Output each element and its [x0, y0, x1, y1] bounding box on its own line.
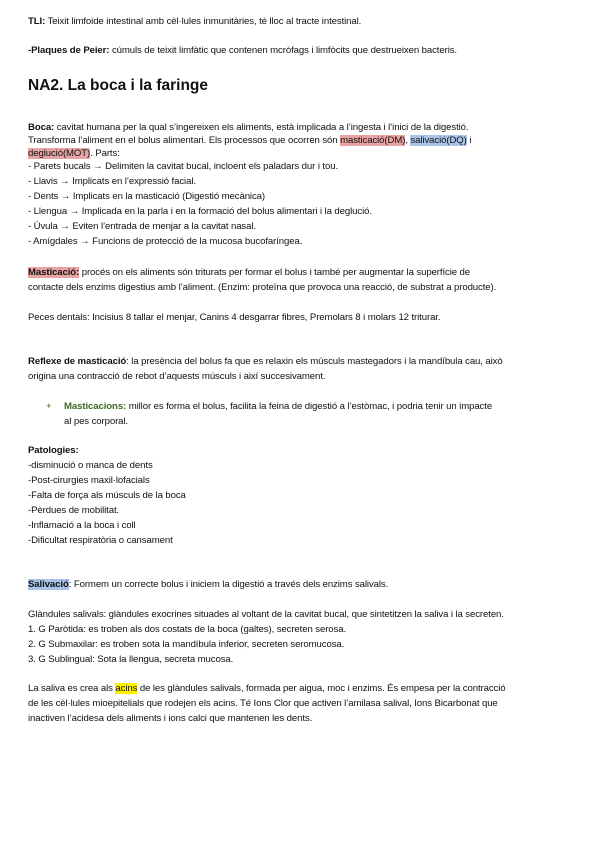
- salivacio-highlight: salivació(DQ): [410, 135, 467, 146]
- tli-text: Teixit limfoide intestinal amb cèl·lules inmunitàries, té lloc al tracte intestinal.: [45, 16, 362, 27]
- salivacio-paragraph: [28, 579, 388, 591]
- reflexe-term: Reflexe de masticació: [28, 356, 127, 367]
- section-title: NA2. La boca i la faringe: [28, 77, 209, 94]
- patologia-item: -Pèrdues de mobilitat.: [28, 505, 120, 516]
- boca-part: - Amígdales → Funcions de protecció de la mucosa bucofaríngea.: [28, 236, 303, 247]
- boca-part: - Parets bucals → Delimiten la cavitat bucal, incloent els paladars dur i tou.: [28, 161, 339, 172]
- masticacio-term: Masticació:: [28, 267, 80, 278]
- masticacions-line-2: al pes corporal.: [64, 416, 128, 427]
- plus-bullet: +: [46, 401, 52, 412]
- tli-term: TLI:: [28, 16, 46, 27]
- saliva-text-1a: La saliva es crea als: [28, 683, 116, 694]
- masticacio-text-1: procés on els aliments són triturats per formar el bolus i també per augmentar la superfície de: [79, 267, 471, 278]
- acins-highlight: acins: [115, 683, 138, 694]
- patologia-item: -Inflamació a la boca i coll: [28, 520, 136, 531]
- peces-dentals: Peces dentals: Incisius 8 tallar el menjar, Canins 4 desgarrar fibres, Premolars 8 i molars 12 triturar.: [28, 312, 441, 323]
- reflexe-text-1: : la presència del bolus fa que es relaxin els músculs mastegadors i la mandíbula cau, això: [126, 356, 503, 367]
- masticacio-highlight: masticació(DM): [340, 135, 406, 146]
- patologia-item: -Dificultat respiratòria o cansament: [28, 535, 173, 546]
- glandules-intro: Glàndules salivals: glàndules exocrines situades al voltant de la cavitat bucal, que sintetitzen la saliva i la secreten.: [28, 609, 504, 620]
- salivacio-term: Salivació: [28, 579, 69, 590]
- masticacio-line-2: contacte dels enzims digestius amb l’aliment. (Enzim: proteïna que provoca una reacció, de substrat a producte).: [28, 282, 497, 293]
- boca-part: - Llavis → Implicats en l’expressió facial.: [28, 176, 196, 187]
- patologia-item: -Falta de força als músculs de la boca: [28, 490, 186, 501]
- peier-term: -Plaques de Peier:: [28, 45, 110, 56]
- saliva-line-1: [28, 683, 506, 695]
- saliva-line-2: de les cèl·lules mioepitelials que rodejen els acins. Té Ions Clor que activen l’amilasa salival, Ions Bicarbonat que: [28, 698, 498, 709]
- masticacio-line-1: [28, 267, 470, 279]
- deglucio-highlight: deglució(MOT): [28, 148, 91, 159]
- boca-text-3: . Parts:: [90, 148, 120, 159]
- boca-part: - Dents → Implicats en la masticació (Digestió mecànica): [28, 191, 265, 202]
- boca-line-1: [28, 122, 468, 134]
- patologia-item: -disminució o manca de dents: [28, 460, 153, 471]
- boca-text-2c: i: [466, 135, 472, 146]
- peier-paragraph: [28, 45, 457, 57]
- glandula-item: 1. G Paròtida: es troben als dos costats de la boca (galtes), secreten serosa.: [28, 624, 347, 635]
- boca-line-2: [28, 135, 471, 147]
- reflexe-line-2: origina una contracció de rebot d’aquests músculs i així succesivament.: [28, 371, 326, 382]
- glandula-item: 2. G Submaxilar: es troben sota la mandíbula inferior, secreten seromucosa.: [28, 639, 345, 650]
- salivacio-text: : Formem un correcte bolus i iniciem la digestió a través dels enzims salivals.: [68, 579, 389, 590]
- patologies-heading: Patologies:: [28, 445, 79, 456]
- boca-text-2a: Transforma l’aliment en el bolus alimentari. Els processos que ocorren són: [28, 135, 341, 146]
- boca-part: - Llengua → Implicada en la parla i en la formació del bolus alimentari i la deglució.: [28, 206, 372, 217]
- masticacions-text-1: millor es forma el bolus, facilita la feina de digestió a l’estòmac, i podria tenir un impacte: [126, 401, 493, 412]
- boca-text-2b: ,: [405, 135, 411, 146]
- saliva-line-3: inactiven l’acidesa dels aliments i ions calci que mantenen les dents.: [28, 713, 313, 724]
- boca-part: - Úvula → Eviten l’entrada de menjar a la cavitat nasal.: [28, 221, 256, 232]
- saliva-text-1b: de les glàndules salivals, formada per aigua, moc i enzims. És empesa per la contracció: [137, 683, 506, 694]
- masticacions-term: Masticacions:: [64, 401, 127, 412]
- boca-line-3: [28, 148, 120, 160]
- peier-text: cúmuls de teixit limfàtic que contenen mcròfags i limfòcits que destrueixen bacteris.: [109, 45, 457, 56]
- boca-text-1: cavitat humana per la qual s’ingereixen els aliments, està implicada a l’ingesta i l’inici de la digestió.: [54, 122, 469, 133]
- tli-paragraph: [28, 16, 361, 28]
- reflexe-line-1: [28, 356, 503, 368]
- glandula-item: 3. G Sublingual: Sota la llengua, secreta mucosa.: [28, 654, 234, 665]
- boca-term: Boca:: [28, 122, 55, 133]
- patologia-item: -Post-cirurgies maxil·lofacials: [28, 475, 150, 486]
- masticacions-line-1: [64, 401, 492, 413]
